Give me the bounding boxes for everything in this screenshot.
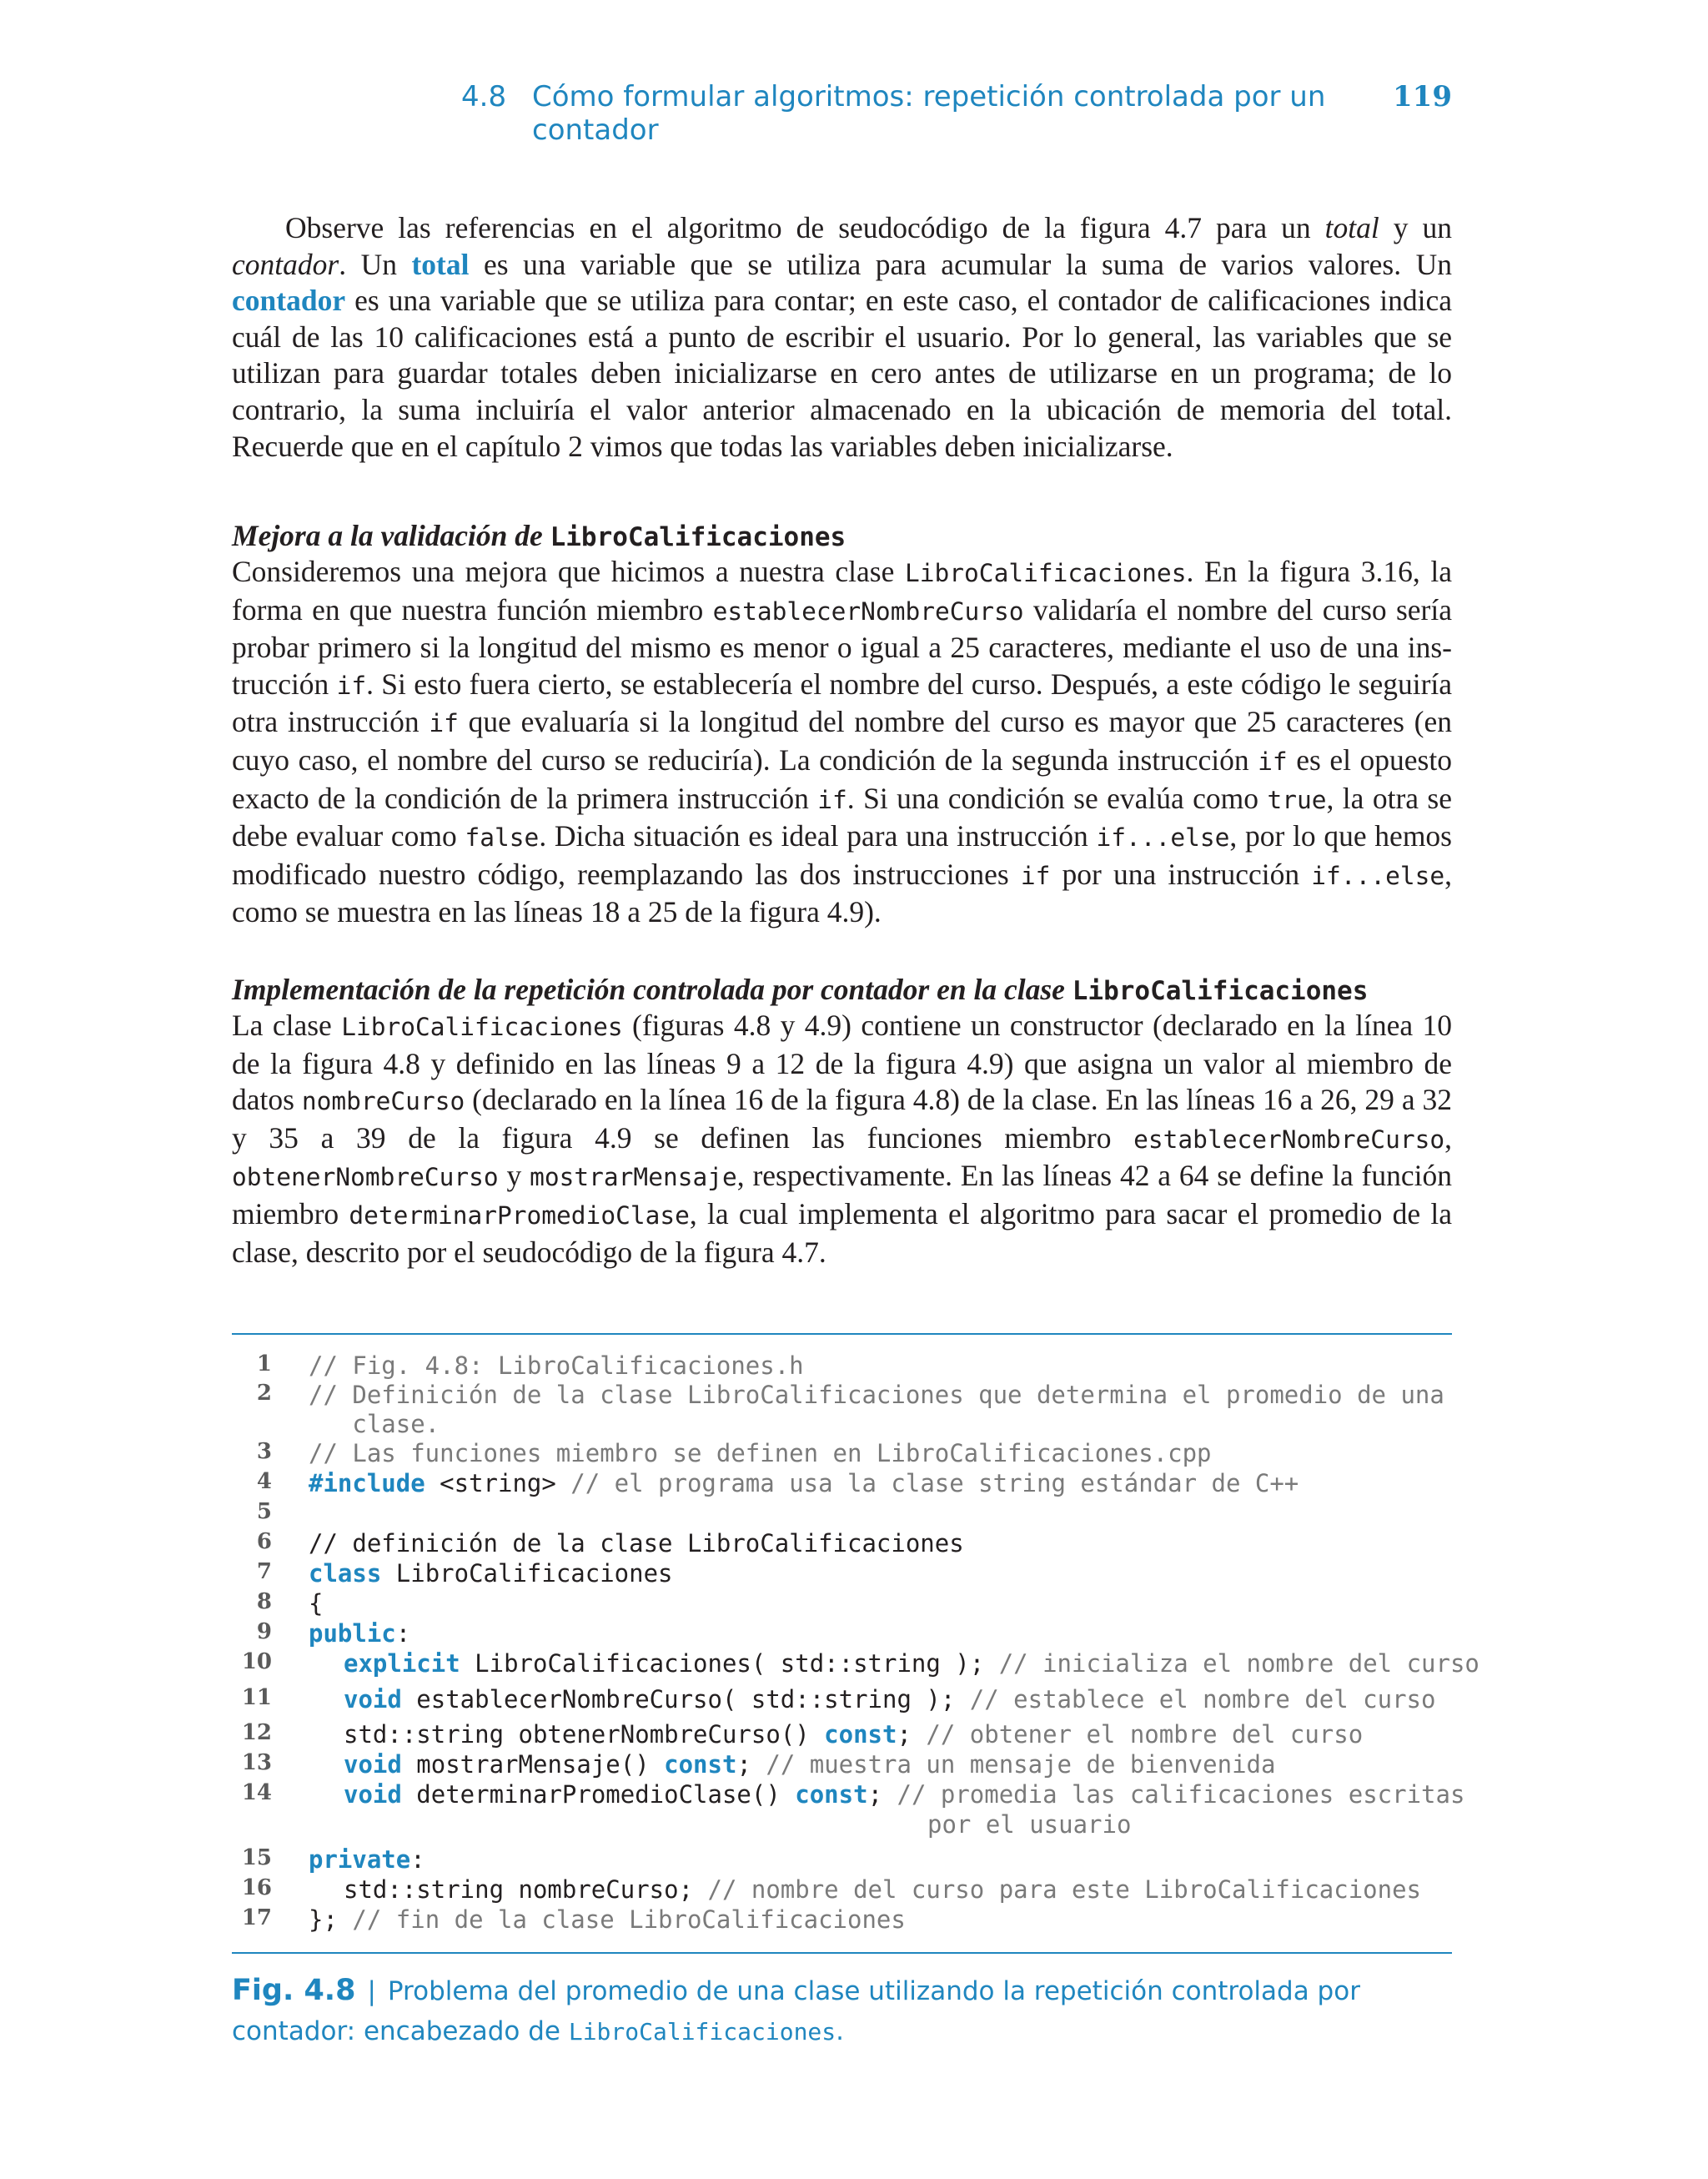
term-contador: contador xyxy=(232,284,346,318)
code-line: 8 { xyxy=(256,1589,324,1618)
figure-label: Fig. 4.8 xyxy=(232,1974,356,2007)
paragraph-mejora: Consideremos una mejora que hicimos a nuestra clase LibroCalificaciones. En la figura 3.16, la forma en que nuestra función miembro establecerNombreCurso validaría el nombre del curso sería probar primero si la longitud del mismo es menor o igual a 25 caracteres, mediante el uso de una instrucción if. Si esto fuera cierto, se establecería el nombre del curso. Después, a este código le seguiría otra instrucción if que evaluaría si la longitud del nombre del curso es mayor que 25 caracteres (en cuyo caso, el nombre del curso se reduciría). La condición de la segunda instrucción if es el opuesto exacto de la condición de la primera instrucción if. Si una condición se evalúa como true, la otra se debe evaluar como false. Dicha situación es ideal para una instrucción if...else, por lo que hemos modificado nuestro código, reemplazando las dos instrucciones if por una instrucción if...else, como se muestra en las líneas 18 a 25 de la figura 4.9). xyxy=(232,555,1453,929)
code-line: 14 void determinarPromedioClase() const; // promedia las calificaciones escritas xyxy=(241,1780,1465,1809)
term-total: total xyxy=(411,247,470,281)
paragraph-totals: Observe las referencias en el algoritmo de seudocódigo de la figura 4.7 para un total y un contador. Un total es una variable que se utiliza para acumular la suma de varios valores. Un contador es una variable que se utiliza para contar; en este caso, el contador de calificaciones indica cuál de las 10 calificaciones está a punto de escribir el usuario. Por lo general, las variables que se utilizan para guardar totales deben inicializarse en cero antes de utilizarse en un programa; de lo contrario, la suma incluiría el valor anterior almacenado en la ubicación de memoria del total. Recuerde que en el capítulo 2 vimos que todas las variables deben inicializarse. xyxy=(232,211,1453,463)
code-top-rule xyxy=(232,1333,1452,1335)
running-head xyxy=(232,80,1452,147)
heading-mejora-validacion: Mejora a la validación de LibroCalificaciones xyxy=(232,519,846,552)
code-line: 13 void mostrarMensaje() const; // muestra un mensaje de bienvenida xyxy=(241,1750,1276,1779)
code-line: 4 #include <string> // el programa usa la clase string estándar de C++ xyxy=(256,1469,1299,1497)
code-line-continuation: por el usuario xyxy=(927,1810,1132,1839)
code-line: 7 class LibroCalificaciones xyxy=(256,1559,673,1588)
code-line-continuation: clase. xyxy=(309,1410,440,1438)
code-line: 6 // definición de la clase LibroCalificaciones xyxy=(256,1529,964,1558)
code-bottom-rule xyxy=(232,1952,1452,1954)
code-line: 16 std::string nombreCurso; // nombre del curso para este LibroCalificaciones xyxy=(241,1875,1422,1904)
code-line: 10 explicit LibroCalificaciones( std::string ); // inicializa el nombre del curso xyxy=(241,1649,1479,1678)
code-line: 12 std::string obtenerNombreCurso() const; // obtener el nombre del curso xyxy=(241,1720,1364,1749)
figure-caption: Fig. 4.8 | Problema del promedio de una clase utilizando la repetición controlada por contador: encabezado de LibroCalificaciones. xyxy=(232,1974,1360,2046)
caption-separator: | xyxy=(367,1976,376,2006)
code-line: 17 }; // fin de la clase LibroCalificaciones xyxy=(241,1905,906,1934)
heading-implementacion: Implementación de la repetición controlada por contador en la clase LibroCalificaciones xyxy=(232,973,1369,1006)
code-line: 2 // Definición de la clase LibroCalificaciones que determina el promedio de una xyxy=(256,1381,1444,1409)
code-line: 5 xyxy=(256,1499,272,1524)
section-number: 4.8 xyxy=(461,80,507,113)
code-line: 15 private: xyxy=(241,1845,425,1874)
code-line: 9 public: xyxy=(256,1619,411,1648)
code-line: 11 void establecerNombreCurso( std::string ); // establece el nombre del curso xyxy=(241,1685,1436,1714)
code-line: 1 // Fig. 4.8: LibroCalificaciones.h xyxy=(256,1351,804,1380)
page-number: 119 xyxy=(1393,80,1452,113)
code-line: 3 // Las funciones miembro se definen en LibroCalificaciones.cpp xyxy=(256,1439,1212,1467)
running-head-title: Cómo formular algoritmos: repetición controlada por un contador xyxy=(532,80,1326,147)
paragraph-implementacion: La clase LibroCalificaciones (figuras 4.8 y 4.9) contiene un constructor (declarado en la línea 10 de la figura 4.8 y definido en las líneas 9 a 12 de la figura 4.9) que asigna un valor al miembro de datos nombreCurso (declarado en la línea 16 de la figura 4.8) de la clase. En las líneas 16 a 26, 29 a 32 y 35 a 39 de la figura 4.9 se definen las funciones miembro establecerNombreCurso, obtenerNombreCurso y mostrarMensaje, respectivamente. En las líneas 42 a 64 se define la función miembro determinarPromedioClase, la cual implementa el algoritmo para sacar el promedio de la clase, descrito por el seudocódigo de la figura 4.7. xyxy=(232,1009,1453,1269)
